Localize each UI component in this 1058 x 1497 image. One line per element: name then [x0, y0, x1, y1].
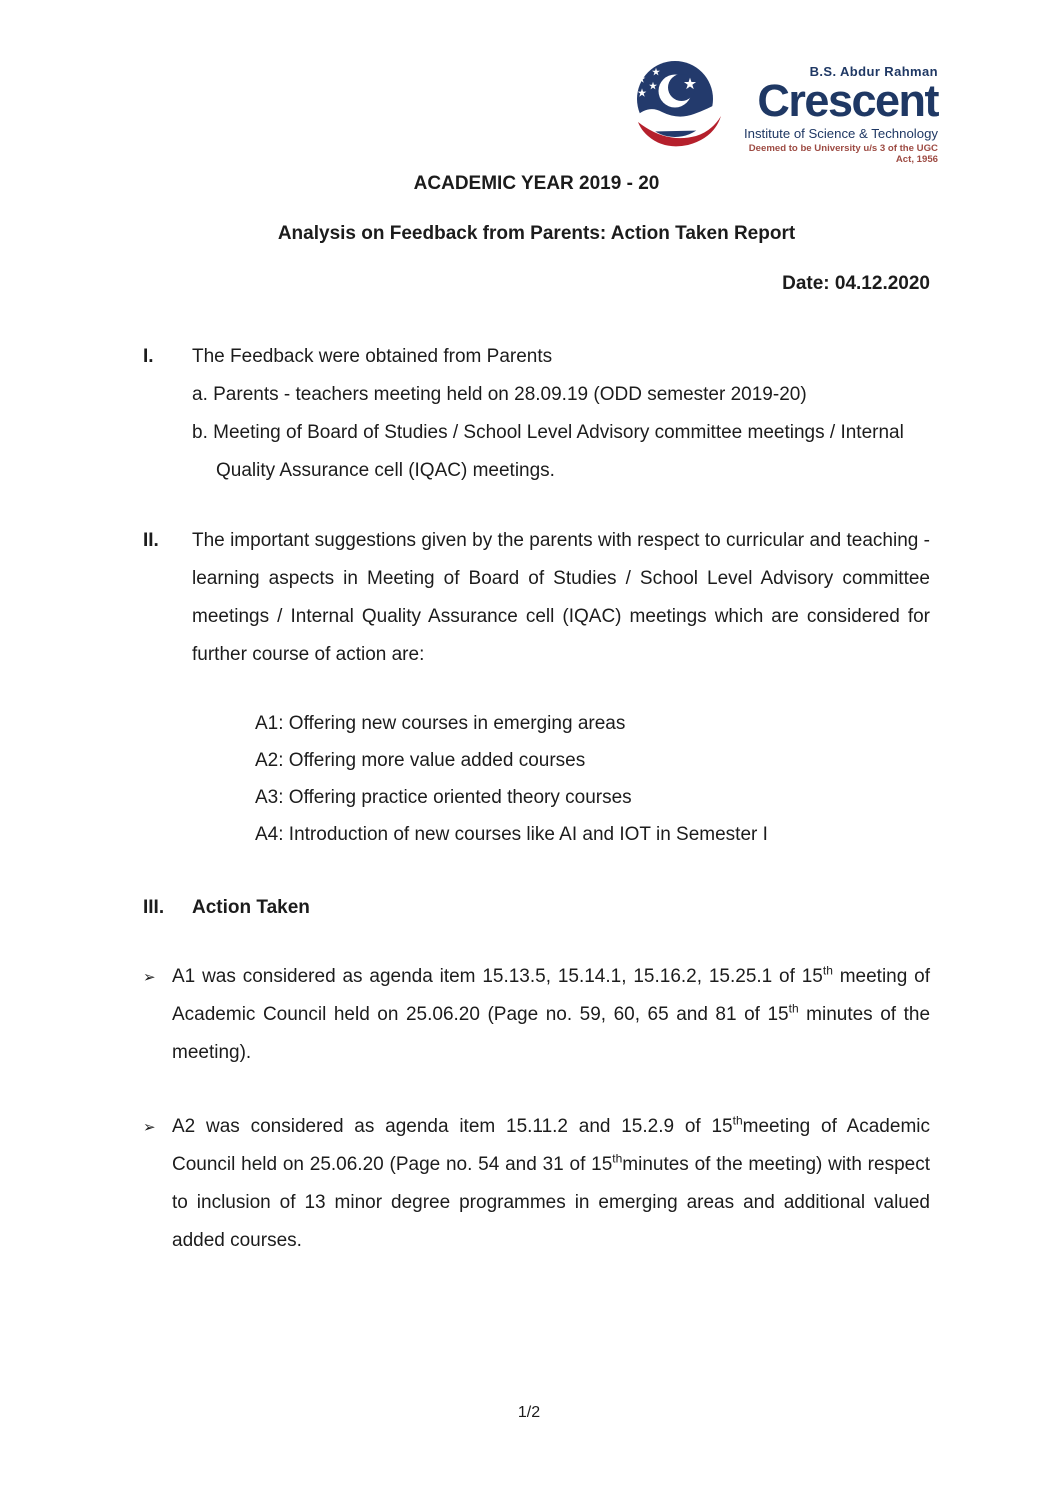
bullet-a1-part: A1 was considered as agenda item 15.13.5, 15.14.1, 15.16.2, 15.25.1 of 15 [172, 966, 823, 987]
ordinal-suffix: th [612, 1151, 623, 1166]
section-label-2: II. [143, 530, 159, 551]
section-3-heading: Action Taken [192, 897, 310, 918]
section-1-intro: The Feedback were obtained from Parents [192, 346, 553, 367]
bullet-a1-part: meeting of Academic Council held on 25.06.20 (Page no. 59, 60, 65 and 81 of 15 [172, 966, 930, 1025]
suggestion-a4: A4: Introduction of new courses like AI and IOT in Semester I [255, 824, 768, 845]
suggestion-a2: A2: Offering more value added courses [255, 750, 586, 771]
ordinal-suffix: th [822, 963, 833, 978]
suggestion-a3: A3: Offering practice oriented theory courses [255, 787, 632, 808]
section-feedback-sources [143, 338, 930, 490]
section-2-paragraph: The important suggestions given by the parents with respect to curricular and teaching - learning aspects in Meeting of Board of Studies / School Level Advisory committee meetings / Internal Quality Assurance cell (IQAC) meetings which are considered for further course of action are: [192, 530, 930, 665]
academic-year-heading: ACADEMIC YEAR 2019 - 20 [413, 173, 660, 194]
bullet-a2-part: A2 was considered as agenda item 15.11.2 and 15.2.9 of 15 [172, 1116, 733, 1137]
bullet-a2-part: meeting of Academic Council held on 25.06.20 (Page no. 54 and 31 of 15 [172, 1116, 930, 1175]
section-suggestions [143, 522, 930, 674]
bullet-a1-part: minutes of the meeting). [172, 1004, 931, 1063]
section-1-body [192, 338, 930, 490]
ordinal-suffix: th [788, 1001, 799, 1016]
section-action-taken [143, 889, 930, 927]
suggestion-list [255, 705, 930, 853]
document-content [0, 172, 1058, 1260]
university-logo [626, 60, 938, 165]
action-taken-bullet-a1 [143, 958, 930, 1072]
suggestion-a1: A1: Offering new courses in emerging areas [255, 713, 626, 734]
page-number: 1/2 [517, 1404, 541, 1421]
section-label-3: III. [143, 897, 165, 918]
report-date: Date: 04.12.2020 [782, 273, 930, 294]
logo-brand-name: Crescent [757, 75, 938, 126]
crescent-moon-stars-emblem-icon [626, 60, 730, 152]
arrow-bullet-icon: ➢ [143, 1118, 156, 1136]
arrow-bullet-icon: ➢ [143, 968, 156, 986]
report-title-heading: Analysis on Feedback from Parents: Action Taken Report [277, 223, 796, 244]
logo-tagline: Deemed to be University u/s 3 of the UGC Act, 1956 [748, 142, 938, 165]
logo-subtitle: Institute of Science & Technology [743, 125, 938, 141]
bullet-a1-text [172, 958, 930, 1072]
logo-wordmark [730, 60, 938, 165]
ordinal-suffix: th [732, 1113, 743, 1128]
section-2-body [192, 522, 930, 674]
section-1-item-b: b. Meeting of Board of Studies / School Level Advisory committee meetings / Internal Quality Assurance cell (IQAC) meetings. [192, 422, 904, 481]
bullet-a2-text [172, 1108, 930, 1260]
section-1-item-a: a. Parents - teachers meeting held on 28.09.19 (ODD semester 2019-20) [192, 384, 807, 405]
logo-pre-title: B.S. Abdur Rahman [809, 64, 938, 79]
action-taken-bullet-a2 [143, 1108, 930, 1260]
bullet-a2-part: minutes of the meeting) with respect to inclusion of 13 minor degree programmes in emerging areas and additional valued added courses. [172, 1154, 930, 1251]
section-label-1: I. [143, 346, 154, 367]
